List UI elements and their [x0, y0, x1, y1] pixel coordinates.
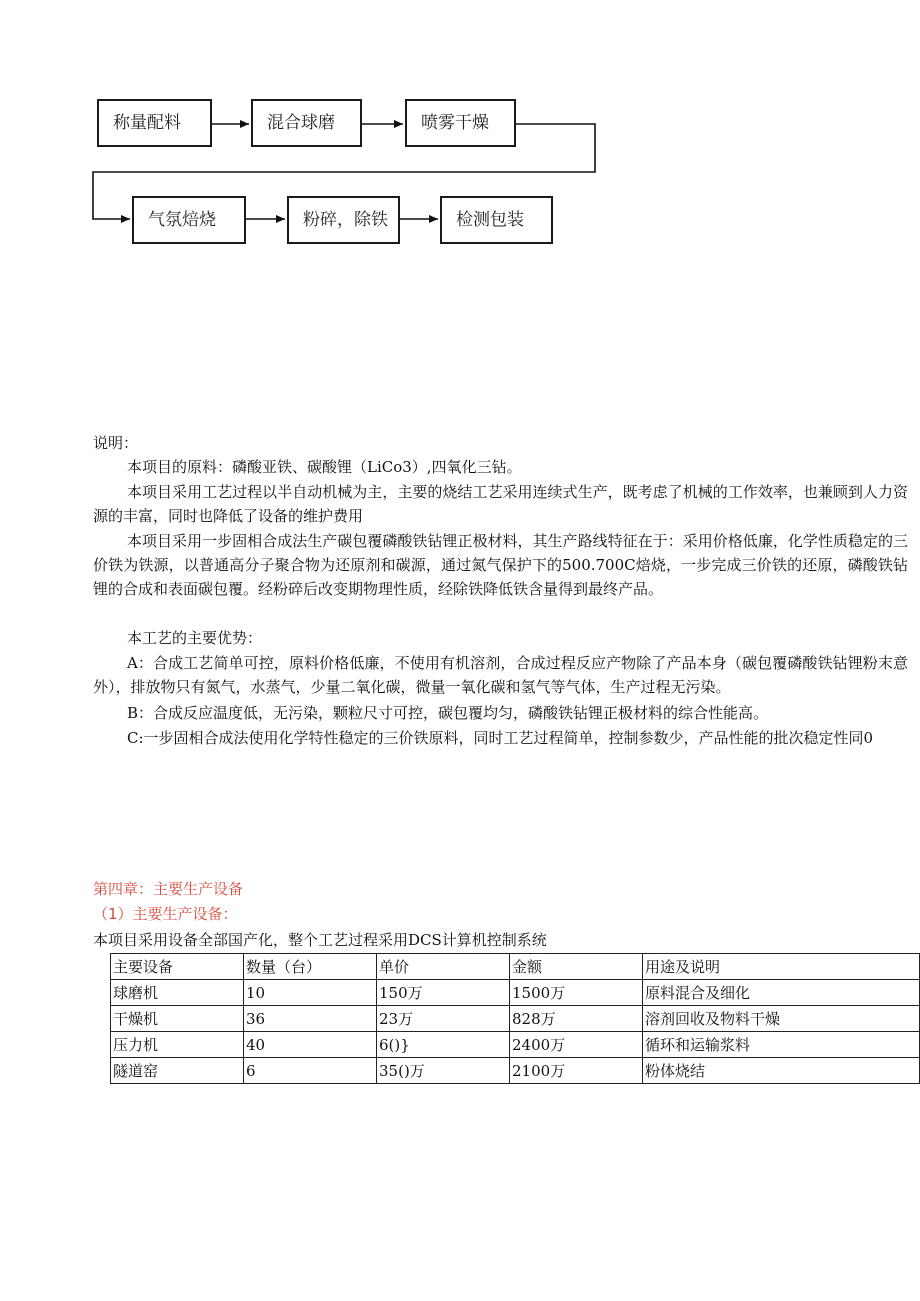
flow-step-spray-drying: 喷雾干燥 [405, 99, 516, 147]
table-cell: 2100万 [510, 1058, 643, 1084]
table-header-cell: 金额 [510, 954, 643, 980]
table-cell: 干燥机 [111, 1006, 244, 1032]
table-header-cell: 主要设备 [111, 954, 244, 980]
paragraph-raw-materials: 本项目的原料：磷酸亚铁、碳酸锂（LiCo3）,四氧化三钻。 [127, 458, 522, 476]
flow-step-ball-milling: 混合球磨 [251, 99, 362, 147]
table-cell: 6()} [377, 1032, 510, 1058]
flow-step-crushing: 粉碎，除铁 [287, 196, 400, 244]
table-cell: 35()万 [377, 1058, 510, 1084]
table-header-cell: 用途及说明 [643, 954, 920, 980]
table-row [111, 1032, 920, 1058]
paragraph-advantage-b: B：合成反应温度低，无污染，颗粒尺寸可控，碳包覆均匀，磷酸铁钻锂正极材料的综合性能高。 [127, 704, 769, 722]
section-subtitle: （1）主要生产设备： [93, 905, 238, 923]
note-label: 说明： [93, 434, 139, 452]
table-cell: 150万 [377, 980, 510, 1006]
table-cell: 隧道窑 [111, 1058, 244, 1084]
flow-step-sintering: 气氛焙烧 [132, 196, 246, 244]
table-cell: 6 [244, 1058, 377, 1084]
table-row [111, 1058, 920, 1084]
table-header-cell: 数量（台） [244, 954, 377, 980]
equipment-intro: 本项目采用设备全部国产化，整个工艺过程采用DCS计算机控制系统 [93, 931, 547, 949]
table-row [111, 1006, 920, 1032]
table-header-cell: 单价 [377, 954, 510, 980]
table-cell: 溶剂回收及物料干燥 [643, 1006, 920, 1032]
table-cell: 828万 [510, 1006, 643, 1032]
table-row [111, 980, 920, 1006]
table-cell: 原料混合及细化 [643, 980, 920, 1006]
table-cell: 10 [244, 980, 377, 1006]
paragraph-advantages-heading: 本工艺的主要优势： [127, 629, 263, 647]
paragraph-advantage-c: C:一步固相合成法使用化学特性稳定的三价铁原料，同时工艺过程简单，控制参数少，产品性能的批次稳定性同0 [127, 729, 874, 747]
table-cell: 36 [244, 1006, 377, 1032]
table-cell: 1500万 [510, 980, 643, 1006]
chapter-title: 第四章：主要生产设备 [93, 880, 244, 898]
flow-step-inspection: 检测包装 [440, 196, 553, 244]
table-cell: 2400万 [510, 1032, 643, 1058]
table-cell: 循环和运输浆料 [643, 1032, 920, 1058]
paragraph-advantage-a: A：合成工艺简单可控，原料价格低廉，不使用有机溶剂，合成过程反应产物除了产品本身（碳包覆磷酸铁钻锂粉末意外），排放物只有氮气，水蒸气，少量二氧化碳，微量一氧化碳和氢气等气体，生产过程无污染。 [93, 654, 908, 696]
paragraph-synthesis: 本项目采用一步固相合成法生产碳包覆磷酸铁钻锂正极材料，其生产路线特征在于：采用价格低廉，化学性质稳定的三价铁为铁源，以普通高分子聚合物为还原剂和碳源，通过氮气保护下的500.700C焙烧，一步完成三价铁的还原，磷酸铁钻锂的合成和表面碳包覆。经粉碎后改变期物理性质，经除铁降低铁含量得到最终产品。 [93, 532, 908, 598]
table-cell: 压力机 [111, 1032, 244, 1058]
table-header-row [111, 954, 920, 980]
table-cell: 40 [244, 1032, 377, 1058]
flow-step-weighing: 称量配料 [97, 99, 212, 147]
table-cell: 23万 [377, 1006, 510, 1032]
paragraph-process: 本项目采用工艺过程以半自动机械为主，主要的烧结工艺采用连续式生产，既考虑了机械的工作效率，也兼顾到人力资源的丰富，同时也降低了设备的维护费用 [93, 483, 908, 525]
table-cell: 球磨机 [111, 980, 244, 1006]
equipment-table [110, 953, 920, 1084]
table-cell: 粉体烧结 [643, 1058, 920, 1084]
